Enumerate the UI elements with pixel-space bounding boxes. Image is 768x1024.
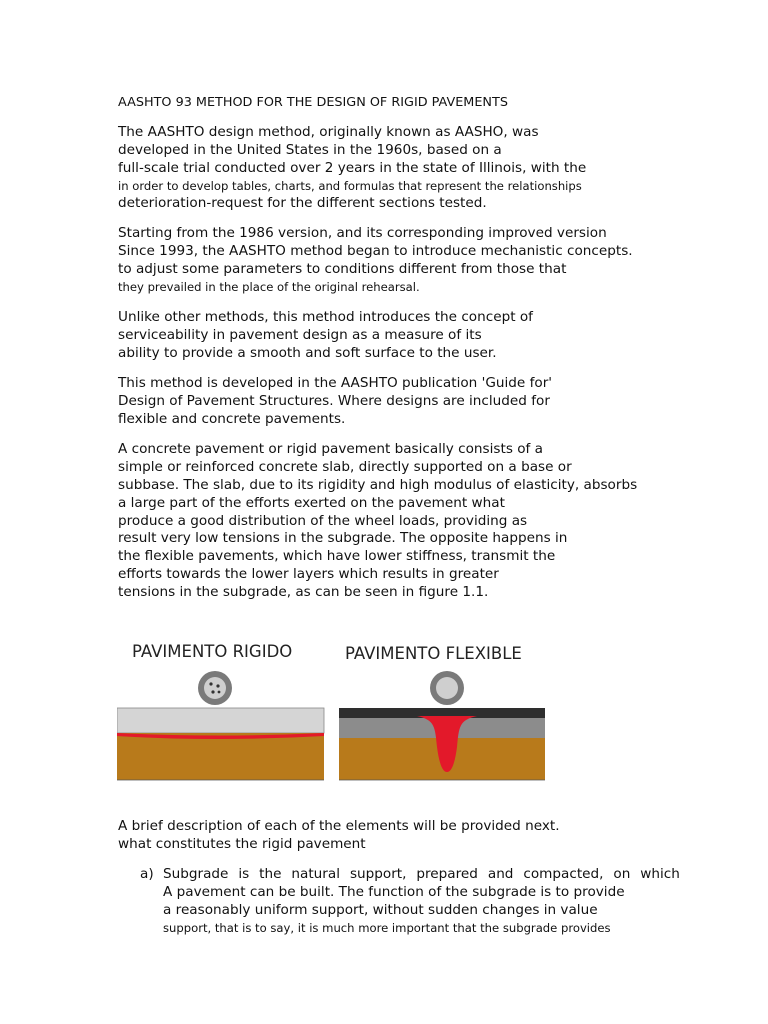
word: Subgrade bbox=[163, 866, 229, 882]
list-item-line: support, that is to say, it is much more important that the subgrade provides bbox=[163, 921, 611, 935]
paragraph-line: serviceability in pavement design as a measure of its bbox=[118, 327, 482, 343]
paragraph-line: the flexible pavements, which have lower stiffness, transmit the bbox=[118, 548, 556, 564]
wheel-hub-icon bbox=[204, 677, 226, 699]
paragraph-line: Design of Pavement Structures. Where designs are included for bbox=[118, 393, 550, 409]
paragraph-line: This method is developed in the AASHTO publication 'Guide for' bbox=[118, 375, 553, 391]
paragraph-line: what constitutes the rigid pavement bbox=[118, 836, 366, 852]
paragraph-line: full-scale trial conducted over 2 years in the state of Illinois, with the bbox=[118, 160, 587, 176]
paragraph-line: flexible and concrete pavements. bbox=[118, 411, 346, 427]
wheel-hub-icon bbox=[436, 677, 458, 699]
paragraph-line: a large part of the efforts exerted on the pavement what bbox=[118, 495, 505, 511]
paragraph-line: The AASHTO design method, originally known as AASHO, was bbox=[118, 124, 539, 140]
paragraph-line: tensions in the subgrade, as can be seen in figure 1.1. bbox=[118, 584, 489, 600]
paragraph-line: ability to provide a smooth and soft surface to the user. bbox=[118, 345, 497, 361]
word: support, bbox=[349, 866, 407, 882]
paragraph-line: deterioration-request for the different sections tested. bbox=[118, 195, 487, 211]
paragraph-line: simple or reinforced concrete slab, directly supported on a base or bbox=[118, 459, 572, 475]
paragraph-line: they prevailed in the place of the original rehearsal. bbox=[118, 280, 420, 294]
paragraph-line: subbase. The slab, due to its rigidity and high modulus of elasticity, absorbs bbox=[118, 477, 638, 493]
word: on bbox=[613, 866, 631, 882]
subgrade-soil-layer bbox=[117, 733, 324, 780]
list-item-line: a reasonably uniform support, without sudden changes in value bbox=[163, 902, 598, 918]
paragraph-line: Since 1993, the AASHTO method began to introduce mechanistic concepts. bbox=[118, 243, 633, 259]
paragraph-line: efforts towards the lower layers which results in greater bbox=[118, 566, 499, 582]
flexible-pavement-label: PAVIMENTO FLEXIBLE bbox=[345, 644, 522, 663]
paragraph-line: result very low tensions in the subgrade. The opposite happens in bbox=[118, 530, 568, 546]
list-marker: a) bbox=[140, 866, 154, 882]
word: natural bbox=[291, 866, 340, 882]
paragraph-line: Unlike other methods, this method introduces the concept of bbox=[118, 309, 533, 325]
paragraph-line: A brief description of each of the elements will be provided next. bbox=[118, 818, 560, 834]
rigid-pavement-label: PAVIMENTO RIGIDO bbox=[132, 642, 293, 661]
word: and bbox=[487, 866, 514, 882]
paragraph-line: to adjust some parameters to conditions different from those that bbox=[118, 261, 567, 277]
paragraph-line: produce a good distribution of the wheel loads, providing as bbox=[118, 513, 528, 529]
word: is bbox=[238, 866, 250, 882]
document-heading: AASHTO 93 METHOD FOR THE DESIGN OF RIGID PAVEMENTS bbox=[118, 95, 508, 110]
paragraph-line: Starting from the 1986 version, and its corresponding improved version bbox=[118, 225, 607, 241]
word: which bbox=[640, 866, 680, 882]
concrete-slab-layer bbox=[117, 708, 324, 733]
paragraph-line: developed in the United States in the 1960s, based on a bbox=[118, 142, 502, 158]
pavement-comparison-figure bbox=[117, 632, 545, 810]
word: prepared bbox=[416, 866, 478, 882]
list-item-line: A pavement can be built. The function of the subgrade is to provide bbox=[163, 884, 625, 900]
paragraph-line: A concrete pavement or rigid pavement basically consists of a bbox=[118, 441, 543, 457]
word: the bbox=[259, 866, 282, 882]
word: compacted, bbox=[523, 866, 604, 882]
paragraph-line: in order to develop tables, charts, and formulas that represent the relationships bbox=[118, 179, 582, 193]
list-item-first-line bbox=[163, 865, 680, 883]
